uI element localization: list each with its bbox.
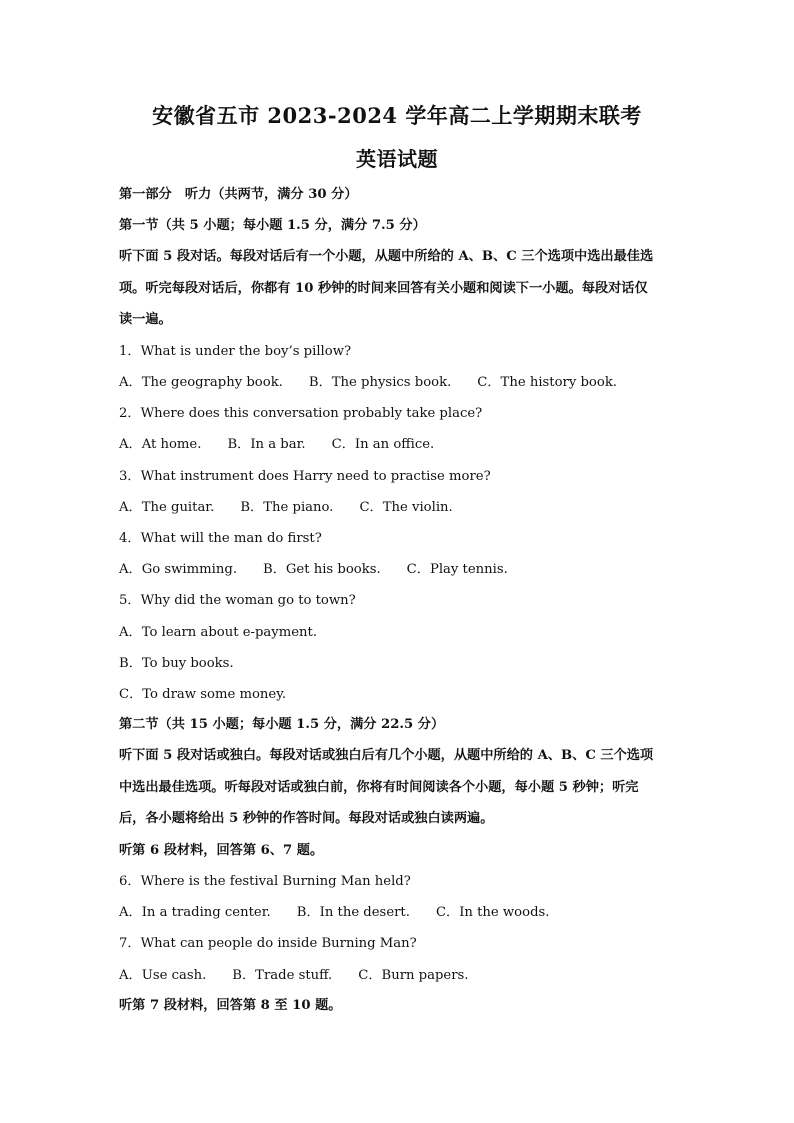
option-b: B．The physics book. — [308, 375, 452, 390]
section2-instruction-line: 中选出最佳选项。听每段对话或独白前，你将有时间阅读各个小题，每小题 5 秒钟；听完 — [119, 780, 639, 795]
section2-instruction-line: 后，各小题将给出 5 秒钟的作答时间。每段对话或独白读两遍。 — [119, 811, 494, 826]
question-2-options — [119, 437, 679, 453]
option-a: A．In a trading center. — [119, 905, 271, 920]
question-1-stem: 1．What is under the boy’s pillow? — [119, 344, 352, 359]
option-a: A．Use cash. — [119, 968, 207, 983]
question-6-stem: 6．Where is the festival Burning Man held? — [119, 874, 411, 889]
option-c: C．The history book. — [477, 375, 617, 390]
option-c: C．To draw some money. — [119, 687, 287, 702]
section1-instruction-line: 项。听完每段对话后，你都有 10 秒钟的时间来回答有关小题和阅读下一小题。每段对话仅 — [119, 281, 648, 296]
question-2-stem: 2．Where does this conversation probably take place? — [119, 406, 483, 421]
question-1-options — [119, 375, 679, 391]
option-b: B．In a bar. — [227, 437, 306, 452]
question-3-options — [119, 500, 679, 516]
material-6-heading: 听第 6 段材料，回答第 6、7 题。 — [119, 843, 324, 858]
question-3-stem: 3．What instrument does Harry need to practise more? — [119, 469, 491, 484]
option-b: B．The piano. — [240, 500, 334, 515]
section2-heading: 第二节（共 15 小题；每小题 1.5 分，满分 22.5 分） — [119, 717, 445, 732]
question-6-options — [119, 905, 679, 921]
option-a: A．The guitar. — [119, 500, 215, 515]
section1-instruction-line: 听下面 5 段对话。每段对话后有一个小题，从题中所给的 A、B、C 三个选项中选出最佳选 — [119, 249, 654, 264]
question-7-stem: 7．What can people do inside Burning Man? — [119, 936, 417, 951]
question-5-stem: 5．Why did the woman go to town? — [119, 593, 356, 608]
part1-heading: 第一部分 听力（共两节，满分 30 分） — [119, 187, 358, 202]
material-7-heading: 听第 7 段材料，回答第 8 至 10 题。 — [119, 998, 342, 1013]
section2-instruction-line: 听下面 5 段对话或独白。每段对话或独白后有几个小题，从题中所给的 A、B、C 三个选项 — [119, 748, 654, 763]
option-b: B．To buy books. — [119, 656, 234, 671]
question-4-stem: 4．What will the man do first? — [119, 531, 322, 546]
section1-instruction-line: 读一遍。 — [119, 312, 172, 327]
option-a: A．At home. — [119, 437, 202, 452]
option-a: A．The geography book. — [119, 375, 283, 390]
exam-subtitle: 英语试题 — [356, 147, 438, 171]
option-a: A．To learn about e-payment. — [119, 625, 318, 640]
option-c: C．Burn papers. — [358, 968, 469, 983]
question-4-options — [119, 562, 679, 578]
option-c: C．Play tennis. — [406, 562, 508, 577]
section1-heading: 第一节（共 5 小题；每小题 1.5 分，满分 7.5 分） — [119, 218, 426, 233]
option-b: B．Trade stuff. — [232, 968, 333, 983]
option-c: C．The violin. — [359, 500, 453, 515]
exam-title: 安徽省五市 2023-2024 学年高二上学期期末联考 — [152, 103, 642, 128]
option-b: B．Get his books. — [263, 562, 381, 577]
option-c: C．In an office. — [331, 437, 435, 452]
option-c: C．In the woods. — [435, 905, 550, 920]
question-7-options — [119, 968, 679, 984]
option-b: B．In the desert. — [296, 905, 410, 920]
option-a: A．Go swimming. — [119, 562, 238, 577]
